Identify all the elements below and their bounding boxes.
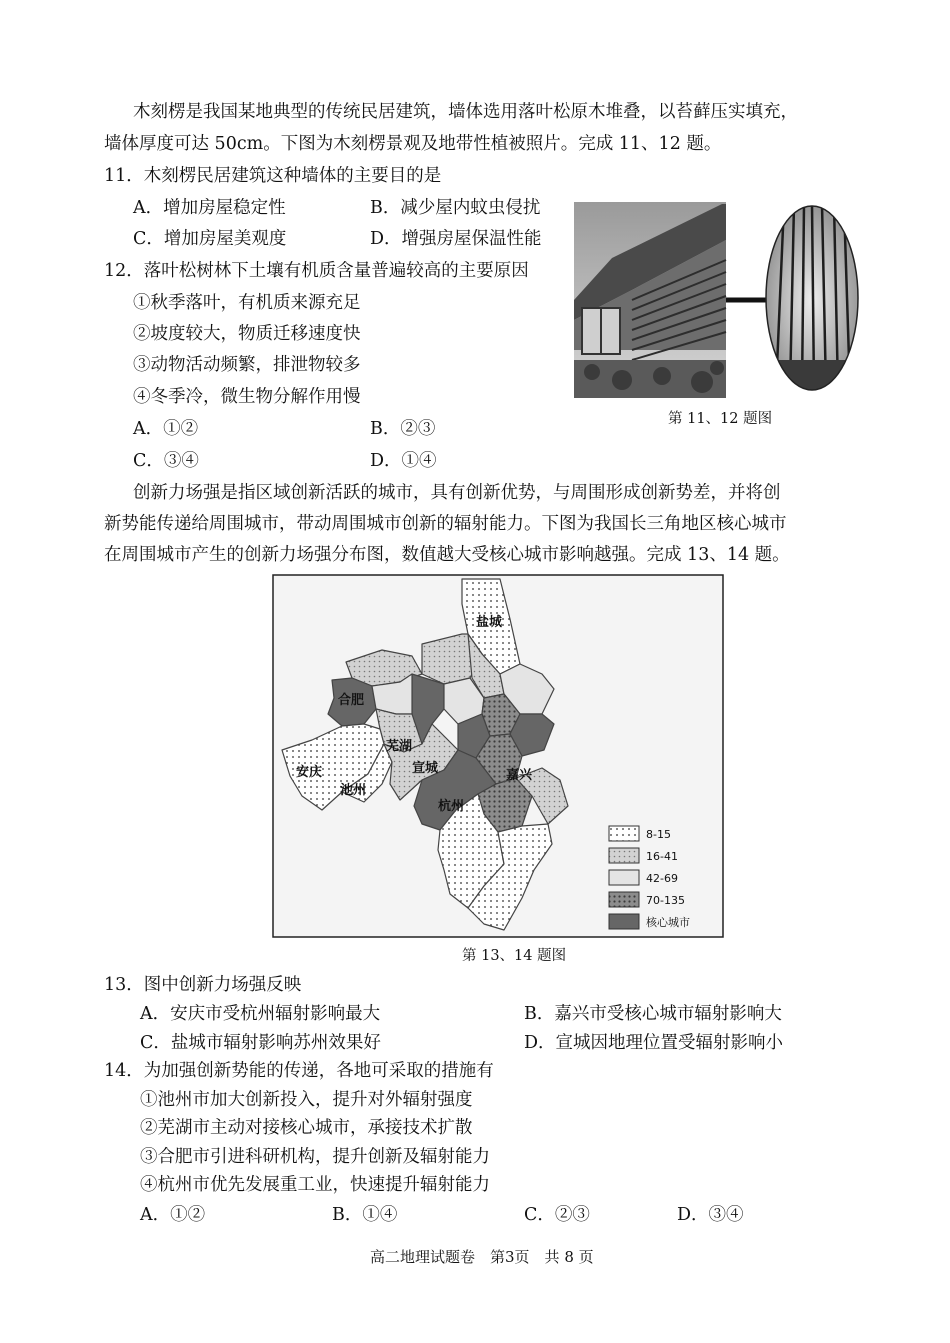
legend-swatch-5 (609, 914, 639, 929)
q13-option-c[interactable]: C．盐城市辐射影响苏州效果好 (140, 1033, 381, 1053)
legend-swatch-3 (609, 870, 639, 885)
q13-option-a[interactable]: A．安庆市受杭州辐射影响最大 (140, 1004, 381, 1024)
city-label-yancheng: 盐城 (476, 615, 503, 630)
q14-item-4: ④杭州市优先发展重工业，快速提升辐射能力 (140, 1175, 490, 1195)
q14-item-1: ①池州市加大创新投入，提升对外辐射强度 (140, 1090, 473, 1110)
q13-option-d[interactable]: D．宣城因地理位置受辐射影响小 (524, 1033, 784, 1053)
larch-forest-photo (762, 204, 862, 400)
city-label-jiaxing: 嘉兴 (506, 768, 533, 783)
legend-swatch-2 (609, 848, 639, 863)
city-label-chizhou: 池州 (340, 783, 367, 798)
city-label-anqing: 安庆 (296, 765, 323, 780)
q14-option-d[interactable]: D．③④ (677, 1205, 744, 1225)
innovation-field-map (272, 574, 724, 938)
log-cabin-photo (574, 202, 726, 398)
legend-label-2: 16-41 (646, 850, 678, 863)
q14-option-c[interactable]: C．②③ (524, 1205, 590, 1225)
q13-option-b[interactable]: B．嘉兴市受核心城市辐射影响大 (524, 1004, 782, 1024)
q11-option-d[interactable]: D．增强房屋保温性能 (370, 229, 542, 249)
q11-stem: 11．木刻楞民居建筑这种墙体的主要目的是 (104, 166, 442, 186)
q12-option-a[interactable]: A．①② (133, 419, 199, 439)
legend-label-1: 8-15 (646, 828, 671, 841)
q14-item-2: ②芜湖市主动对接核心城市，承接技术扩散 (140, 1118, 473, 1138)
city-label-hefei: 合肥 (338, 693, 365, 708)
q14-option-a[interactable]: A．①② (140, 1205, 206, 1225)
passage2-line2: 新势能传递给周围城市，带动周围城市创新的辐射能力。下图为我国长三角地区核心城市 (104, 514, 787, 534)
legend-label-4: 70-135 (646, 894, 685, 907)
q12-option-c[interactable]: C．③④ (133, 451, 199, 471)
legend-swatch-1 (609, 826, 639, 841)
page-footer: 高二地理试题卷 第3页 共 8 页 (370, 1248, 594, 1266)
passage1-line1: 木刻楞是我国某地典型的传统民居建筑，墙体选用落叶松原木堆叠，以苔藓压实填充， (133, 102, 798, 122)
q11-option-c[interactable]: C．增加房屋美观度 (133, 229, 287, 249)
passage2-line1: 创新力场强是指区域创新活跃的城市，具有创新优势，与周围形成创新势差，并将创 (133, 483, 781, 503)
q12-item-1: ①秋季落叶，有机质来源充足 (133, 293, 361, 313)
q12-item-3: ③动物活动频繁，排泄物较多 (133, 355, 361, 375)
q12-item-2: ②坡度较大，物质迁移速度快 (133, 324, 361, 344)
passage1-line2: 墙体厚度可达 50cm。下图为木刻楞景观及地带性植被照片。完成 11、12 题。 (104, 134, 722, 154)
q14-item-3: ③合肥市引进科研机构，提升创新及辐射能力 (140, 1147, 490, 1167)
q14-stem: 14．为加强创新势能的传递，各地可采取的措施有 (104, 1061, 494, 1081)
city-label-wuhu: 芜湖 (386, 739, 413, 754)
q13-stem: 13．图中创新力场强反映 (104, 975, 302, 995)
q12-option-d[interactable]: D．①④ (370, 451, 437, 471)
q12-stem: 12．落叶松树林下土壤有机质含量普遍较高的主要原因 (104, 261, 529, 281)
q14-option-b[interactable]: B．①④ (332, 1205, 398, 1225)
q12-item-4: ④冬季冷，微生物分解作用慢 (133, 387, 361, 407)
q12-option-b[interactable]: B．②③ (370, 419, 436, 439)
legend-swatch-4 (609, 892, 639, 907)
figure2-caption: 第 13、14 题图 (462, 948, 567, 964)
q11-option-b[interactable]: B．减少屋内蚊虫侵扰 (370, 198, 541, 218)
q11-option-a[interactable]: A．增加房屋稳定性 (133, 198, 286, 218)
legend-label-3: 42-69 (646, 872, 678, 885)
passage2-line3: 在周围城市产生的创新力场强分布图，数值越大受核心城市影响越强。完成 13、14 题。 (104, 545, 790, 565)
figure1-caption: 第 11、12 题图 (668, 411, 773, 427)
city-label-hangzhou: 杭州 (438, 799, 465, 814)
log-cabin-figure (572, 200, 862, 400)
legend-label-5: 核心城市 (646, 916, 690, 929)
city-label-xuancheng: 宣城 (412, 761, 439, 776)
